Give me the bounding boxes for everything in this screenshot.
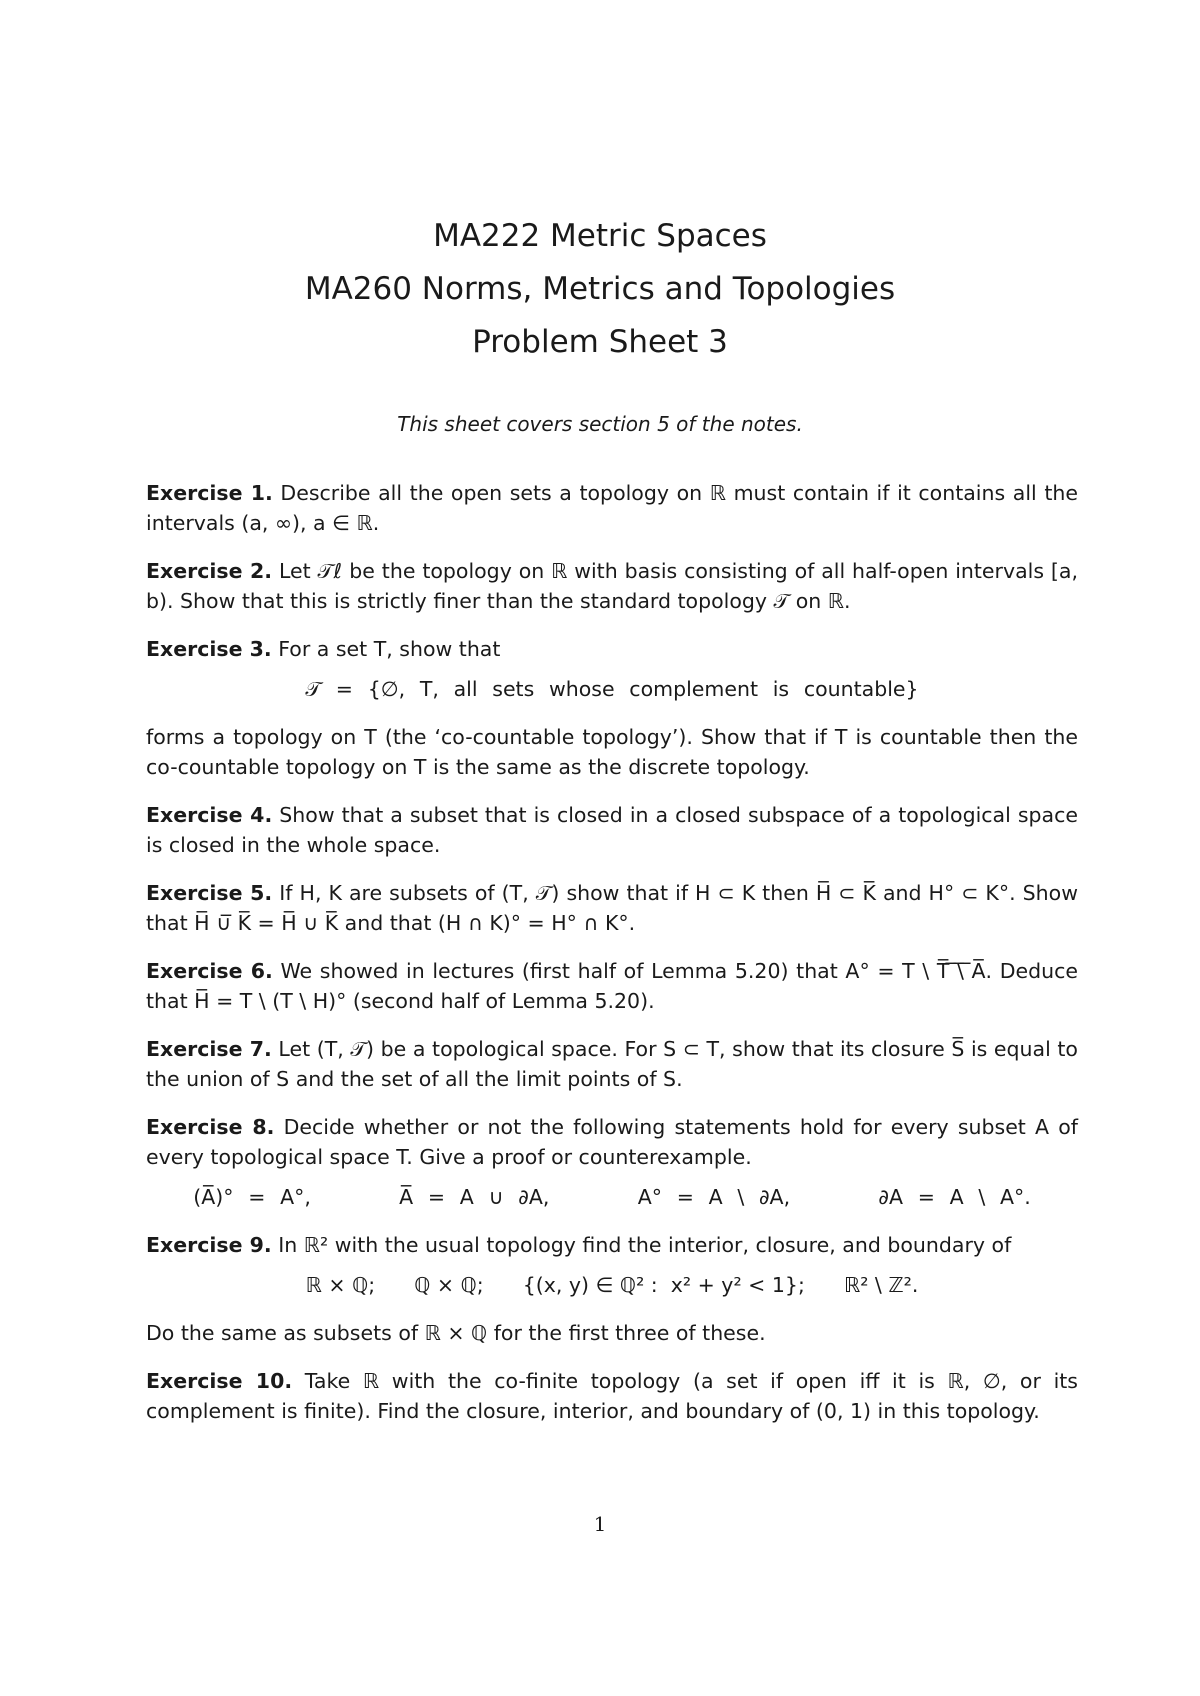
exercise-label: Exercise 9. — [146, 1233, 272, 1257]
exercise-8 — [146, 1112, 1078, 1172]
sheet-title: Problem Sheet 3 — [472, 324, 728, 360]
exercise-label: Exercise 10. — [146, 1369, 293, 1393]
exercise-text: Describe all the open sets a topology on ℝ must contain if it contains all the intervals (a, ∞), a ∈ ℝ. — [146, 481, 1078, 535]
exercise-list — [146, 478, 1078, 1444]
exercise-text: In ℝ² with the usual topology find the interior, closure, and boundary of — [278, 1233, 1012, 1257]
exercise-3-continuation: forms a topology on T (the ‘co-countable topology’). Show that if T is countable then the co-countable topology on T is the same as the discrete topology. — [146, 725, 1078, 779]
exercise-4 — [146, 800, 1078, 860]
course-title-ma260: MA260 Norms, Metrics and Topologies — [304, 271, 896, 307]
exercise-label: Exercise 5. — [146, 881, 273, 905]
exercise-text: Decide whether or not the following statements hold for every subset A of every topological space T. Give a proof or counterexample. — [146, 1115, 1078, 1169]
exercise-label: Exercise 4. — [146, 803, 273, 827]
exercise-text: Take ℝ with the co-finite topology (a set if open iff it is ℝ, ∅, or its complement is finite). Find the closure, interior, and boundary of (0, 1) in this topology. — [146, 1369, 1078, 1423]
exercise-7 — [146, 1034, 1078, 1094]
exercise-6 — [146, 956, 1078, 1016]
exercise-3-display-equation: 𝒯 = {∅, T, all sets whose complement is countable} — [305, 677, 919, 701]
exercise-text: If H, K are subsets of (T, 𝒯) show that if H ⊂ K then H̅ ⊂ K̅ and H° ⊂ K°. Show that H̅ ∪̅ K̅ = H̅ ∪ K̅ and that (H ∩ K)° = H° ∩ K°. — [146, 881, 1078, 935]
exercise-9 — [146, 1230, 1078, 1260]
exercise-9-display-equation: ℝ × ℚ; ℚ × ℚ; {(x, y) ∈ ℚ² : x² + y² < 1}; ℝ² \ ℤ². — [305, 1273, 919, 1297]
exercise-5 — [146, 878, 1078, 938]
page-number: 1 — [593, 1512, 607, 1536]
exercise-text: Show that a subset that is closed in a closed subspace of a topological space is closed in the whole space. — [146, 803, 1078, 857]
exercise-3 — [146, 634, 1078, 664]
exercise-label: Exercise 2. — [146, 559, 273, 583]
exercise-label: Exercise 8. — [146, 1115, 275, 1139]
sheet-subtitle: This sheet covers section 5 of the notes. — [397, 412, 803, 436]
exercise-2 — [146, 556, 1078, 616]
exercise-label: Exercise 3. — [146, 637, 272, 661]
exercise-1 — [146, 478, 1078, 538]
title-block — [0, 210, 1200, 369]
exercise-label: Exercise 1. — [146, 481, 273, 505]
exercise-text: Let 𝒯ℓ be the topology on ℝ with basis consisting of all half-open intervals [a, b). Show that this is strictly finer than the standard topology 𝒯 on ℝ. — [146, 559, 1078, 613]
exercise-text: Let (T, 𝒯) be a topological space. For S ⊂ T, show that its closure S̅ is equal to the union of S and the set of all the limit points of S. — [146, 1037, 1078, 1091]
exercise-label: Exercise 7. — [146, 1037, 272, 1061]
exercise-text: We showed in lectures (first half of Lemma 5.20) that A° = T \ T̅ ̅\̅ ̅A̅. Deduce that H̅ = T \ (T \ H)° (second half of Lemma 5.20). — [146, 959, 1078, 1013]
exercise-text: For a set T, show that — [278, 637, 501, 661]
course-title-ma222: MA222 Metric Spaces — [433, 218, 767, 254]
exercise-label: Exercise 6. — [146, 959, 273, 983]
exercise-10 — [146, 1366, 1078, 1426]
exercise-8-display-equation: (A̅)° = A°, A̅ = A ∪ ∂A, A° = A \ ∂A, ∂A = A \ A°. — [193, 1185, 1031, 1209]
exercise-9-continuation: Do the same as subsets of ℝ × ℚ for the first three of these. — [146, 1321, 766, 1345]
